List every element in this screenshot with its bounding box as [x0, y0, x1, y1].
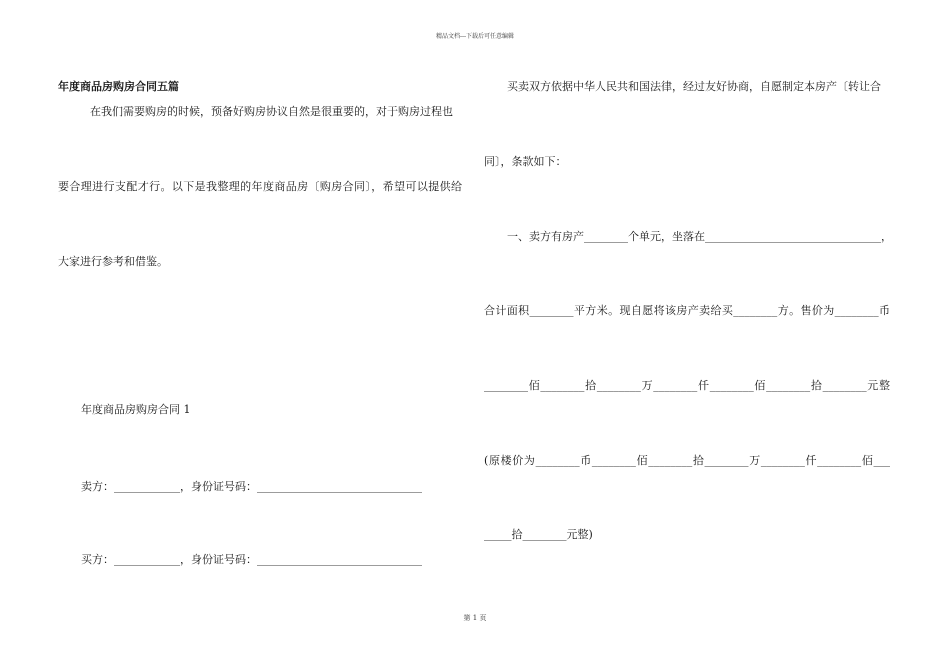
page-header: 精品文档---下载后可任意编辑: [435, 33, 515, 40]
document-title: 年度商品房购房合同五篇: [58, 80, 179, 93]
contract-line-3: 一、卖方有房产________个单元，坐落在________________________________，: [507, 230, 892, 243]
contract-line-1: 买卖双方依据中华人民共和国法律，经过友好协商，自愿制定本房产〔转让合: [507, 80, 881, 93]
contract-heading: 年度商品房购房合同 1: [81, 403, 191, 416]
contract-line-7: _____拾________元整): [484, 528, 593, 541]
page-footer: 第 1 页: [463, 614, 487, 622]
contract-line-2: 同〕，条款如下：: [484, 155, 567, 168]
intro-line-1: 在我们需要购房的时候，预备好购房协议自然是很重要的，对于购房过程也: [90, 105, 453, 118]
contract-line-5: ________佰________拾________万________仟________佰________拾________元整: [484, 379, 890, 392]
contract-line-4: 合计面积________平方米。现自愿将该房产卖给买________方。售价为________币: [484, 304, 890, 317]
contract-line-6: (原楼价为________币________佰________拾________万________仟________佰___: [484, 454, 890, 467]
intro-line-3: 大家进行参考和借鉴。: [58, 255, 168, 268]
intro-line-2: 要合理进行支配才行。以下是我整理的年度商品房〔购房合同〕，希望可以提供给: [58, 180, 462, 193]
buyer-line: 买方：____________，身份证号码：______________________________: [81, 553, 422, 566]
seller-line: 卖方：____________，身份证号码：______________________________: [81, 480, 422, 493]
